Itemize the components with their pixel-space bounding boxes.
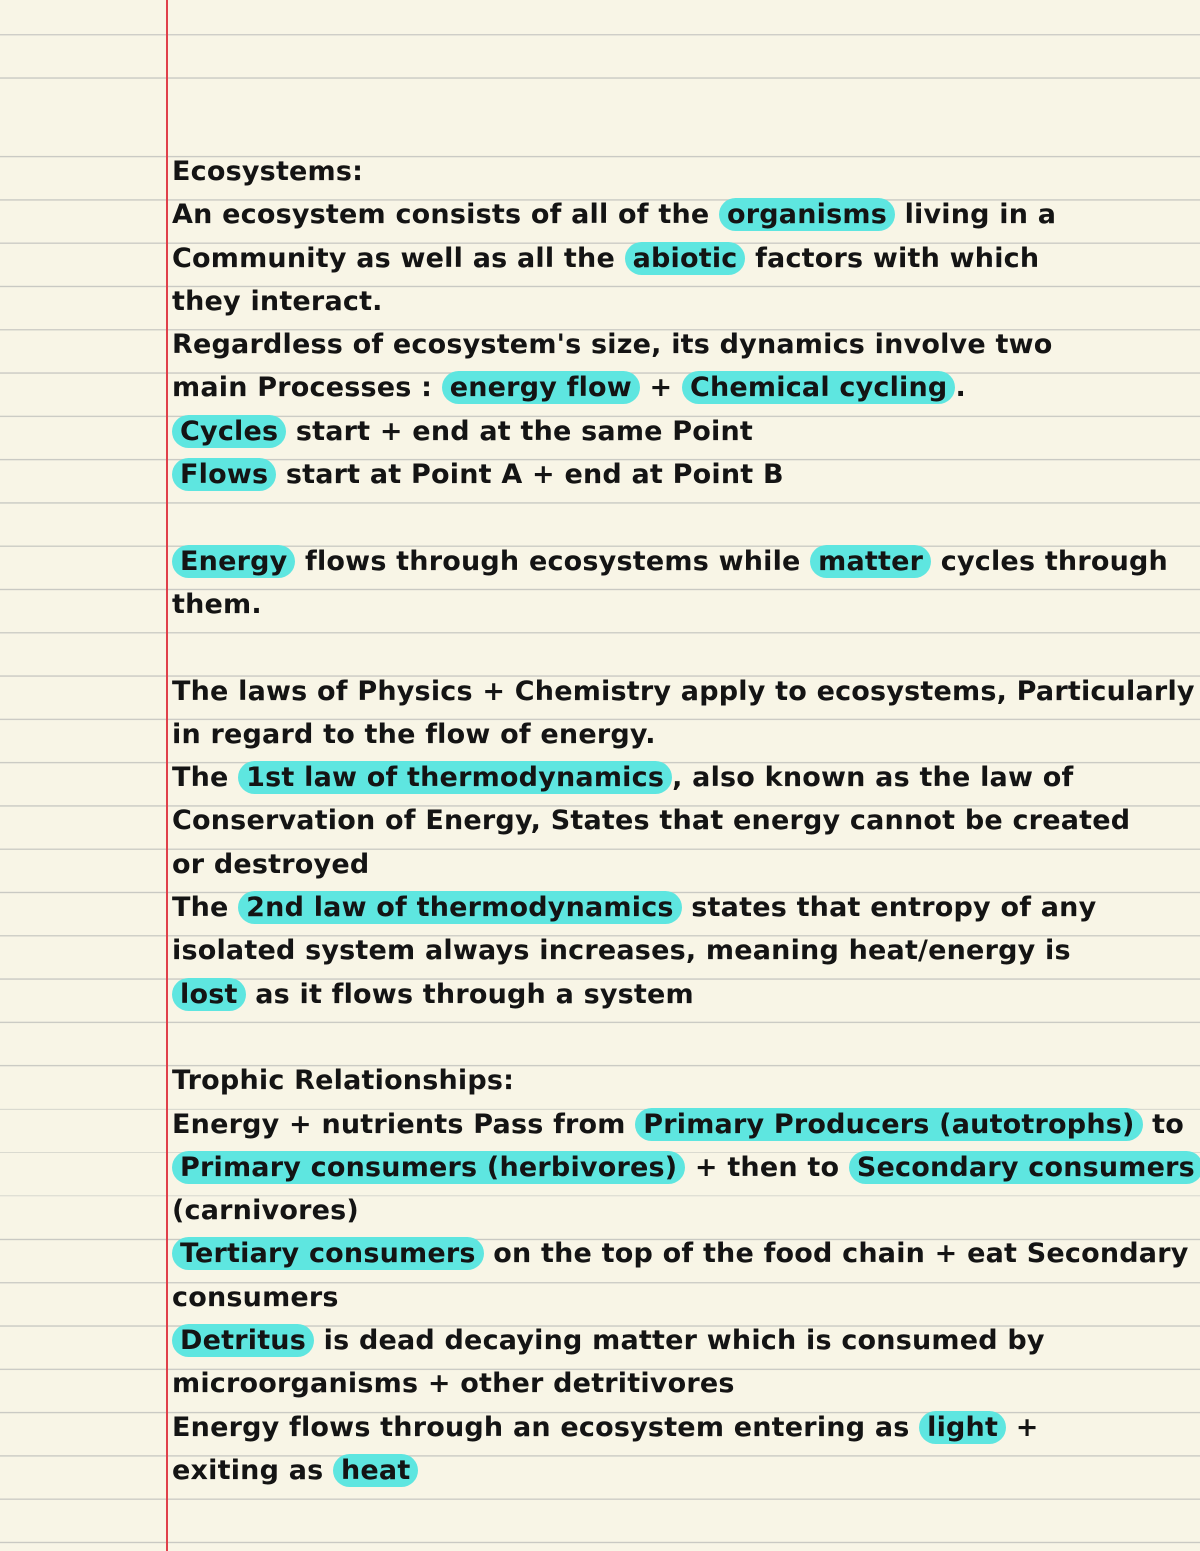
note-text: flows through ecosystems while xyxy=(295,545,811,577)
highlighted-term: organisms xyxy=(719,198,895,231)
highlighted-term: Cycles xyxy=(172,415,286,448)
note-text: living in a xyxy=(894,199,1057,231)
note-text: Energy flows through an ecosystem entering as xyxy=(172,1411,920,1443)
note-text: Energy + nutrients Pass from xyxy=(172,1108,636,1140)
note-line xyxy=(172,323,1182,366)
note-line xyxy=(172,1103,1185,1146)
note-line xyxy=(172,756,1182,799)
note-text: + xyxy=(1006,1411,1039,1443)
note-line xyxy=(172,1189,1182,1232)
highlighted-term: Secondary consumers xyxy=(849,1151,1200,1184)
note-text: The xyxy=(172,892,239,924)
note-text: + xyxy=(639,372,682,404)
highlighted-term: light xyxy=(919,1411,1006,1444)
note-text: in regard to the flow of energy. xyxy=(172,718,656,750)
blank-line xyxy=(172,626,1182,669)
note-text: , also known as the law of xyxy=(672,762,1074,794)
note-text: to xyxy=(1142,1108,1185,1140)
note-line xyxy=(172,366,1182,409)
note-text: main Processes : xyxy=(172,372,442,404)
highlighted-term: energy flow xyxy=(442,371,640,404)
handwritten-notes xyxy=(172,150,1195,1492)
note-text: . xyxy=(955,372,966,404)
note-text: exiting as xyxy=(172,1454,333,1486)
note-line xyxy=(172,237,1182,280)
note-line xyxy=(172,583,1182,626)
note-line xyxy=(172,280,1182,323)
highlighted-term: Primary Producers (autotrophs) xyxy=(635,1108,1142,1141)
highlighted-term: Chemical cycling xyxy=(682,371,956,404)
highlighted-term: lost xyxy=(172,978,246,1011)
highlighted-term: matter xyxy=(810,545,931,578)
highlighted-term: Detritus xyxy=(172,1324,314,1357)
note-line xyxy=(172,1276,1182,1319)
note-text: they interact. xyxy=(172,285,383,317)
highlighted-term: Flows xyxy=(172,458,276,491)
note-text: microorganisms + other detritivores xyxy=(172,1368,735,1400)
note-line xyxy=(172,1232,1189,1275)
note-text: states that entropy of any xyxy=(681,892,1097,924)
highlighted-term: Primary consumers (herbivores) xyxy=(172,1151,685,1184)
note-text: start + end at the same Point xyxy=(286,415,753,447)
note-text: as it flows through a system xyxy=(245,978,694,1010)
note-text: Regardless of ecosystem's size, its dynamics involve two xyxy=(172,329,1053,361)
note-line xyxy=(172,1362,1182,1405)
note-line xyxy=(172,453,1182,496)
note-line xyxy=(172,843,1182,886)
note-text: Conservation of Energy, States that energy cannot be created xyxy=(172,805,1131,837)
note-text: start at Point A + end at Point B xyxy=(276,459,784,491)
note-text: factors with which xyxy=(745,242,1040,274)
note-text: (carnivores) xyxy=(172,1195,359,1227)
note-line xyxy=(172,799,1182,842)
note-text: them. xyxy=(172,588,262,620)
note-line xyxy=(172,1319,1182,1362)
note-text: The xyxy=(172,762,239,794)
note-text: Community as well as all the xyxy=(172,242,625,274)
highlighted-term: 1st law of thermodynamics xyxy=(238,761,672,794)
note-line xyxy=(172,1146,1195,1189)
note-line xyxy=(172,929,1182,972)
note-text: The laws of Physics + Chemistry apply to ecosystems, Particularly xyxy=(172,675,1195,707)
highlighted-term: abiotic xyxy=(625,242,746,275)
note-line xyxy=(172,410,1182,453)
note-text: + then to xyxy=(685,1151,849,1183)
note-line xyxy=(172,886,1182,929)
margin-line xyxy=(166,0,168,1551)
blank-line xyxy=(172,1016,1182,1059)
note-text: is dead decaying matter which is consumed by xyxy=(314,1325,1045,1357)
note-line xyxy=(172,540,1182,583)
note-text: Trophic Relationships: xyxy=(172,1065,515,1097)
note-text: isolated system always increases, meaning heat/energy is xyxy=(172,935,1071,967)
heading-trophic-relationships xyxy=(172,1059,1182,1102)
note-text: consumers xyxy=(172,1281,339,1313)
note-text: cycles through xyxy=(931,545,1168,577)
highlighted-term: 2nd law of thermodynamics xyxy=(238,891,682,924)
note-text: An ecosystem consists of all of the xyxy=(172,199,719,231)
highlighted-term: Tertiary consumers xyxy=(172,1237,484,1270)
note-line xyxy=(172,193,1182,236)
heading-ecosystems xyxy=(172,150,1182,193)
note-line xyxy=(172,973,1182,1016)
note-line xyxy=(172,1406,1182,1449)
note-text: Ecosystems: xyxy=(172,156,364,187)
blank-line xyxy=(172,496,1182,539)
note-text: or destroyed xyxy=(172,848,370,880)
note-line xyxy=(172,1449,1182,1492)
note-line xyxy=(172,713,1182,756)
highlighted-term: Energy xyxy=(172,545,295,578)
highlighted-term: heat xyxy=(333,1454,418,1487)
note-text: on the top of the food chain + eat Secondary xyxy=(483,1238,1189,1270)
note-line xyxy=(172,670,1195,713)
